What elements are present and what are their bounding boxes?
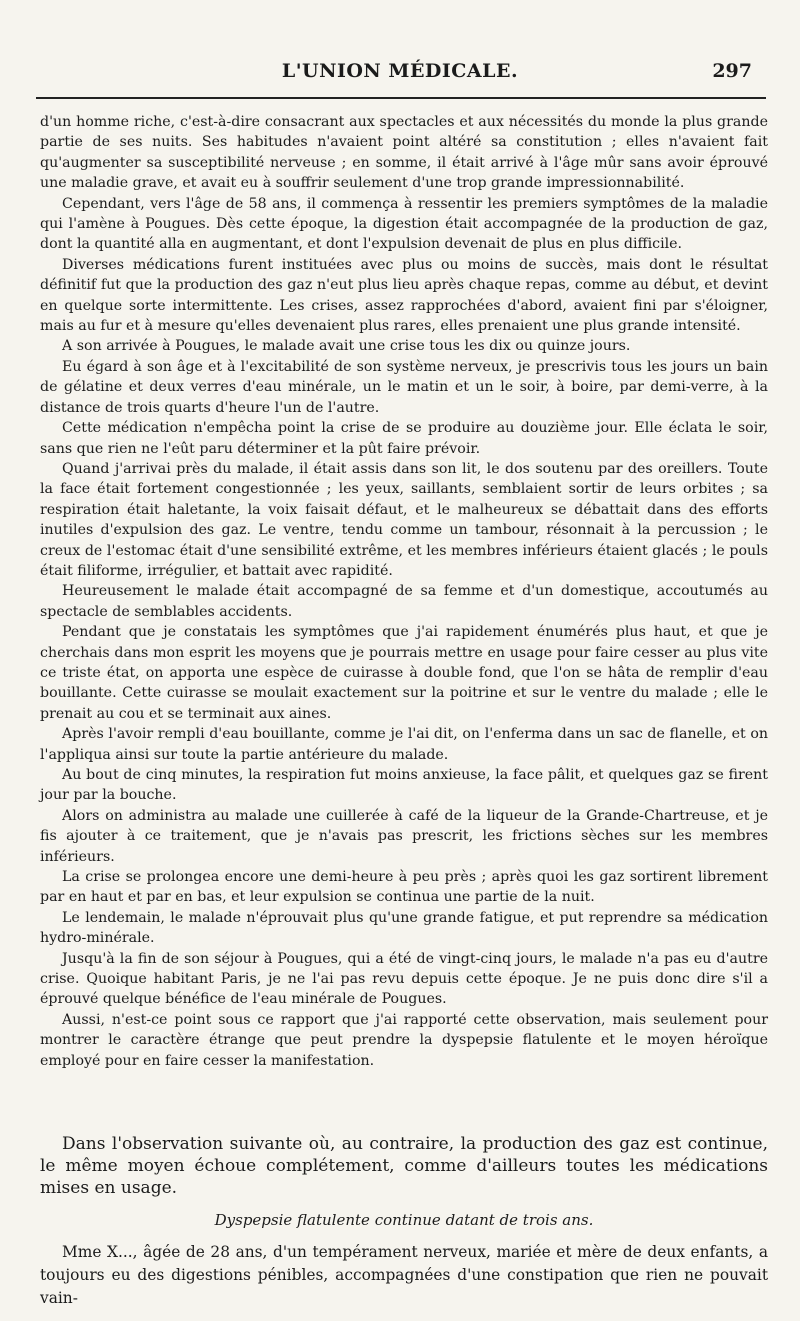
paragraph: La crise se prolongea encore une demi-heure à peu près ; après quoi les gaz sortirent librement par en haut et par en bas, et leur expulsion se continua une partie de la nuit. — [40, 869, 768, 906]
paragraph: Eu égard à son âge et à l'excitabilité de son système nerveux, je prescrivis tous les jours un bain de gélatine et deux verres d'eau minérale, un le matin et un le soir, à boire, par demi-verre, à la distance de trois quarts d'heure l'un de l'autre. — [40, 358, 768, 416]
paragraph: Le lendemain, le malade n'éprouvait plus qu'une grande fatigue, et put reprendre sa médication hydro-minérale. — [40, 909, 768, 947]
case-paragraph: Mme X..., âgée de 28 ans, d'un tempérament nerveux, mariée et mère de deux enfants, a toujours eu des digestions pénibles, accompagnées d'une constipation que rien ne pouvait vain- — [40, 1243, 768, 1307]
paragraph: Heureusement le malade était accompagné de sa femme et d'un domestique, accoutumés au spectacle de semblables accidents. — [40, 583, 768, 620]
paragraph: Jusqu'à la fin de son séjour à Pougues, qui a été de vingt-cinq jours, le malade n'a pas eu d'autre crise. Quoique habitant Paris, je ne l'ai pas revu depuis cette époque. Je ne puis donc dire s'il a éprouvé quelque bénéfice de l'eau minérale de Pougues. — [40, 950, 768, 1008]
paragraph: A son arrivée à Pougues, le malade avait une crise tous les dix ou quinze jours. — [62, 338, 631, 355]
transition-text — [40, 1133, 768, 1199]
paragraph: d'un homme riche, c'est-à-dire consacrant aux spectacles et aux nécessités du monde la plus grande partie de ses nuits. Ses habitudes n'avaient point altéré sa constitution ; elles n'avaient fait qu'augmenter sa susceptibilité nerveuse ; en somme, il était arrivé à l'âge mûr sans avoir éprouvé une maladie grave, et avait eu à souffrir seulement d'une trop grande impressionnabilité. — [40, 114, 768, 192]
case-heading: Dyspepsie flatulente continue datant de trois ans. — [214, 1211, 594, 1229]
body-text — [40, 112, 768, 1071]
paragraph: Cette médication n'empêcha point la crise de se produire au douzième jour. Elle éclata le soir, sans que rien ne l'eût paru déterminer et la pût faire prévoir. — [40, 420, 768, 457]
paragraph: Aussi, n'est-ce point sous ce rapport que j'ai rapporté cette observation, mais seulement pour montrer le caractère étrange que peut prendre la dyspepsie flatulente et le moyen héroïque employé pour en faire cesser la manifestation. — [40, 1011, 768, 1069]
paragraph: Quand j'arrivai près du malade, il était assis dans son lit, le dos soutenu par des oreillers. Toute la face était fortement congestionnée ; les yeux, saillants, semblaient sortir de leurs orbites ; sa respiration était haletante, la voix faisait défaut, et le malheureux se débattait dans des efforts inutiles d'expulsion des gaz. Le ventre, tendu comme un tambour, résonnait à la percussion ; le creux de l'estomac était d'une sensibilité extrême, et les membres inférieurs étaient glacés ; le pouls était filiforme, irrégulier, et battait avec rapidité. — [40, 460, 768, 579]
header-rule — [36, 97, 766, 99]
case-text — [40, 1241, 768, 1310]
paragraph: Alors on administra au malade une cuillerée à café de la liqueur de la Grande-Chartreuse, et je fis ajouter à ce traitement, que je n'avais pas prescrit, les frictions sèches sur les membres inférieurs. — [40, 807, 768, 865]
paragraph: Après l'avoir rempli d'eau bouillante, comme je l'ai dit, on l'enferma dans un sac de flanelle, et on l'appliqua ainsi sur toute la partie antérieure du malade. — [40, 726, 768, 763]
paragraph: Cependant, vers l'âge de 58 ans, il commença à ressentir les premiers symptômes de la maladie qui l'amène à Pougues. Dès cette époque, la digestion était accompagnée de la production de gaz, dont la quantité alla en augmentant, et dont l'expulsion devenait de plus en plus difficile. — [40, 195, 768, 253]
page-number: 297 — [712, 60, 752, 82]
running-title: L'UNION MÉDICALE. — [281, 60, 519, 82]
paragraph: Pendant que je constatais les symptômes que j'ai rapidement énumérés plus haut, et que je cherchais dans mon esprit les moyens que je pourrais mettre en usage pour faire cesser au plus vite ce triste état, on apporta une espèce de cuirasse à double fond, que l'on se hâta de remplir d'eau bouillante. Cette cuirasse se moulait exactement sur la poitrine et sur le ventre du malade ; elle le prenait au cou et se terminait aux aines. — [40, 624, 768, 722]
page-header — [40, 60, 760, 90]
large-paragraph: Dans l'observation suivante où, au contraire, la production des gaz est continue, le même moyen échoue complétement, comme d'ailleurs toutes les médications mises en usage. — [40, 1134, 768, 1198]
paragraph: Au bout de cinq minutes, la respiration fut moins anxieuse, la face pâlit, et quelques gaz se firent jour par la bouche. — [40, 767, 768, 804]
paragraph: Diverses médications furent instituées avec plus ou moins de succès, mais dont le résultat définitif fut que la production des gaz n'eut plus lieu après chaque repas, comme au début, et devint en quelque sorte intermittente. Les crises, assez rapprochées d'abord, avaient fini par s'éloigner, mais au fur et à mesure qu'elles devenaient plus rares, elles prenaient une plus grande intensité. — [40, 256, 768, 335]
